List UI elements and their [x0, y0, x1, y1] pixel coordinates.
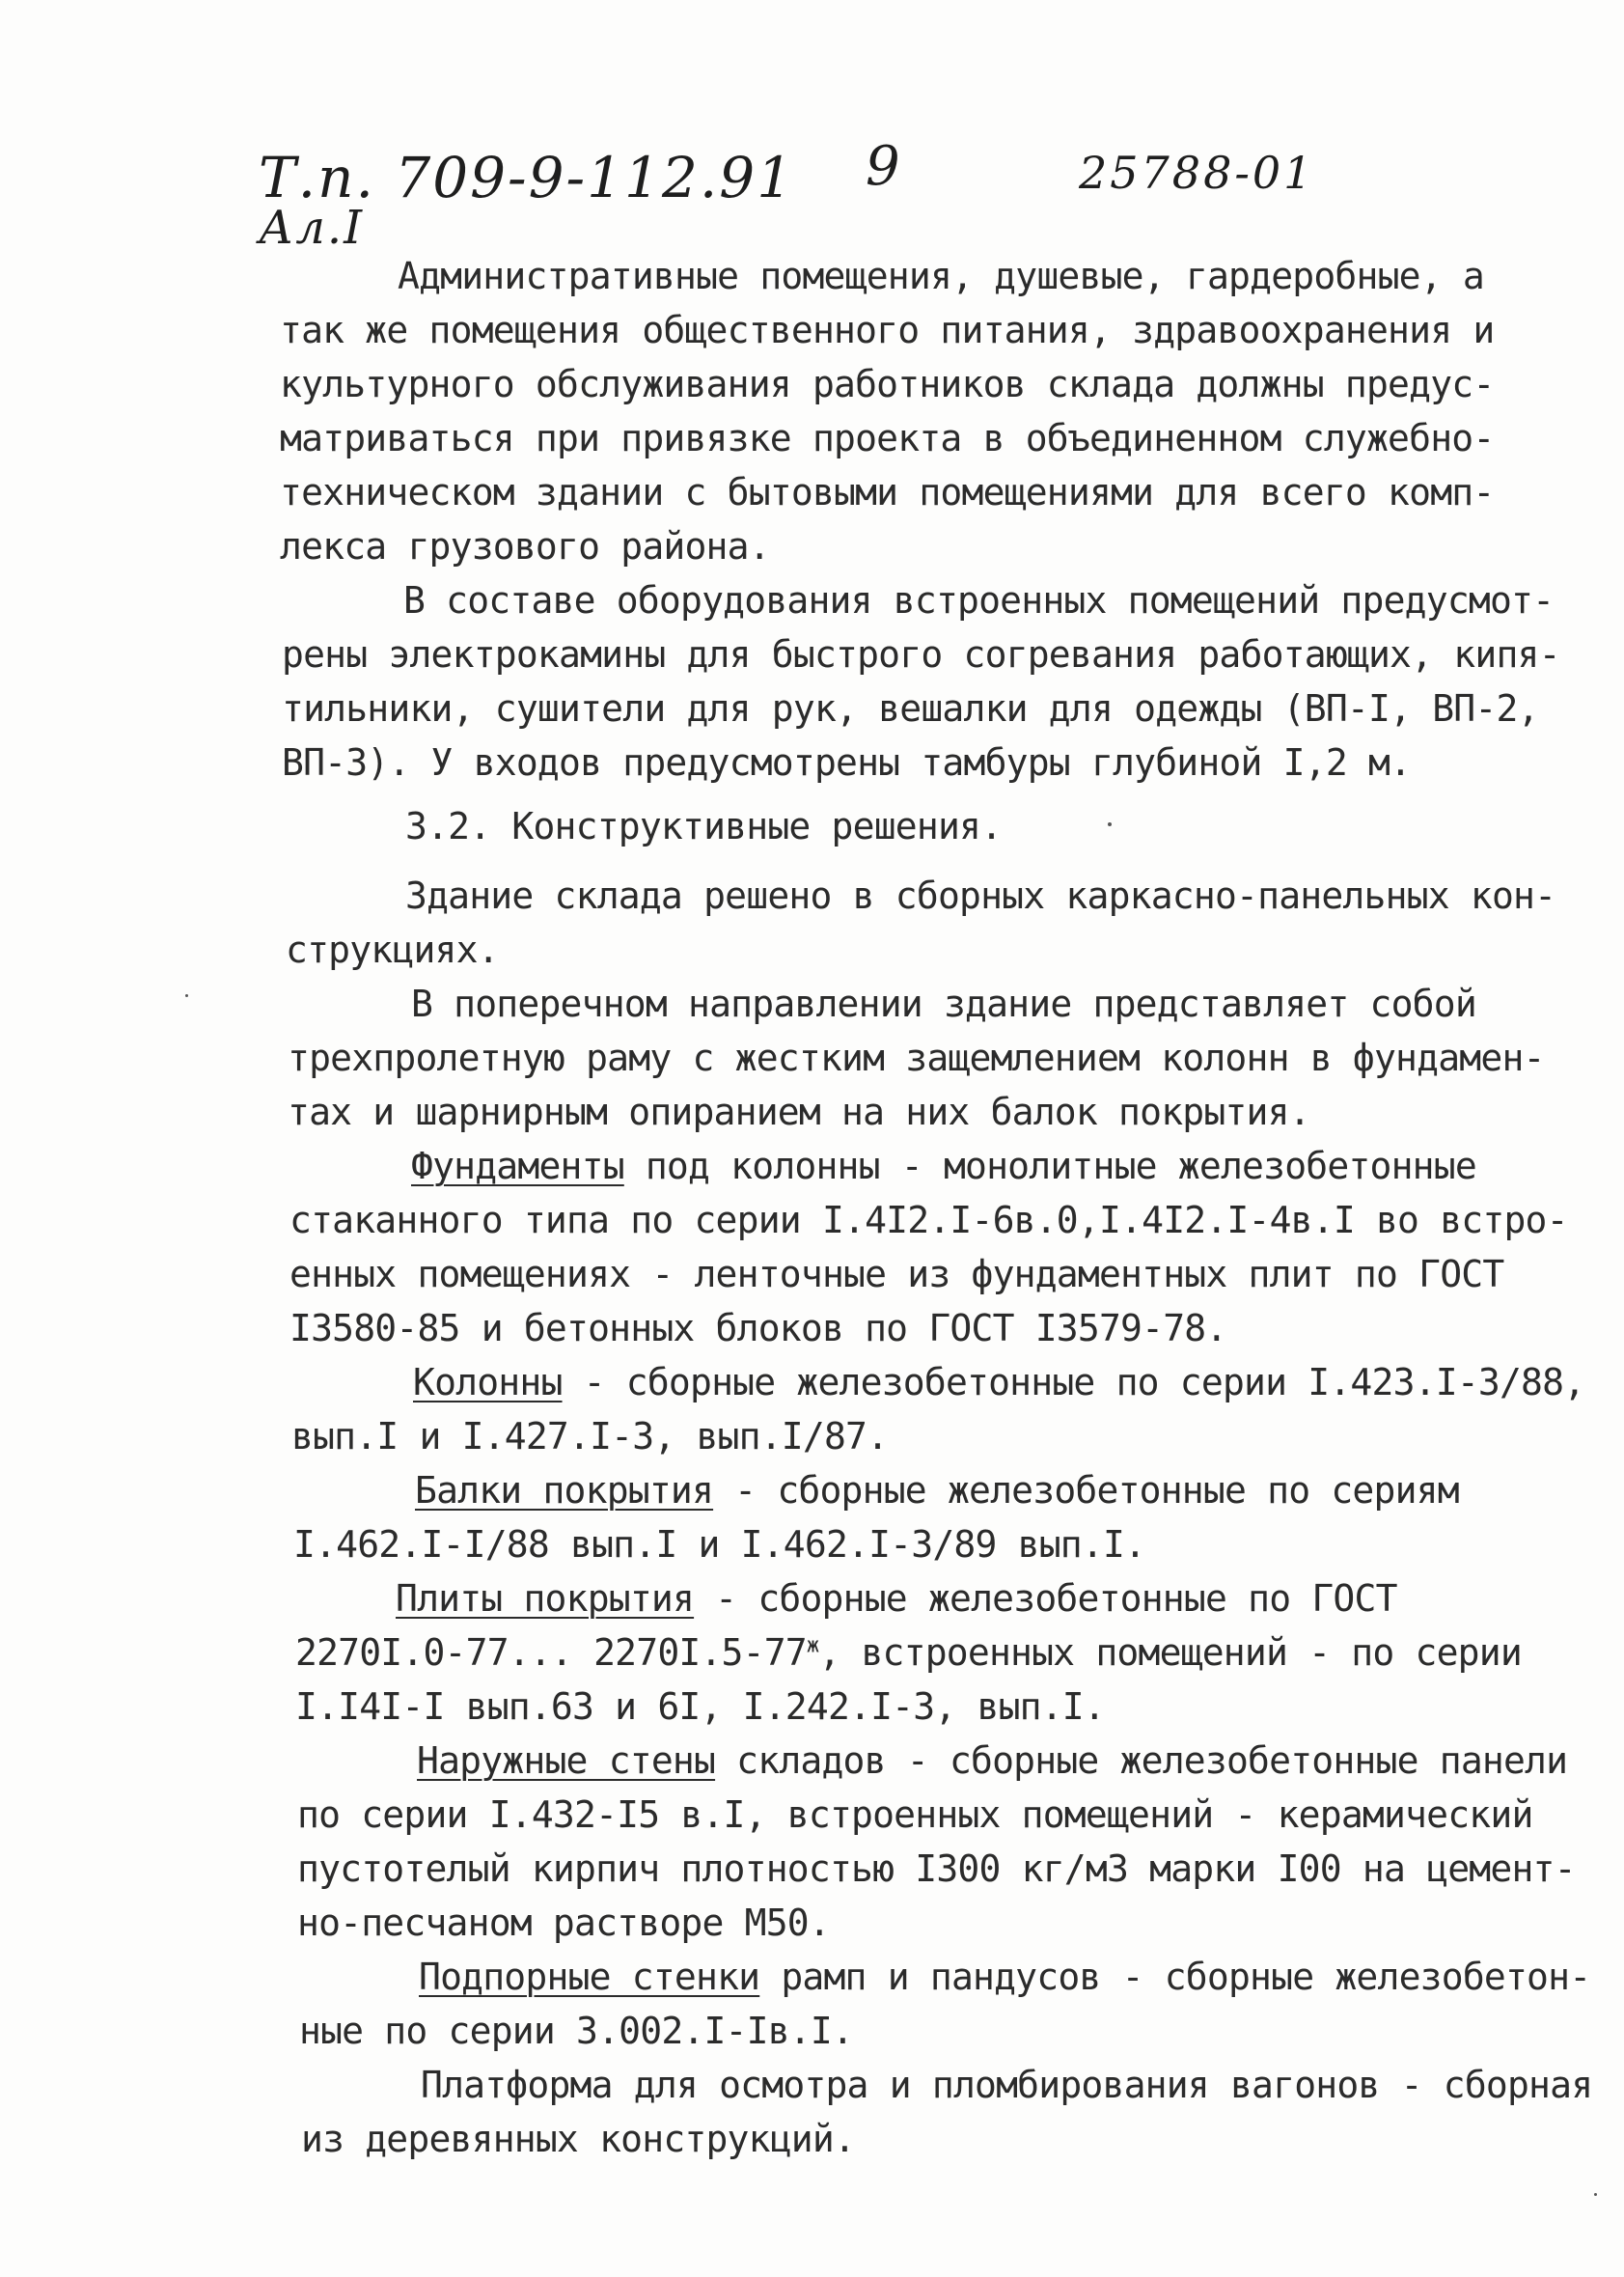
scan-speck: [1108, 822, 1112, 826]
scan-speck: [1594, 2193, 1597, 2196]
text-line: из деревянных конструкций.: [301, 2118, 856, 2160]
text-line: вып.I и I.427.I-3, вып.I/87.: [291, 1415, 889, 1458]
text-span: складов - сборные железобетонные панели: [715, 1739, 1568, 1782]
text-line: матриваться при привязке проекта в объединенном служебно-: [280, 417, 1495, 459]
text-span: - сборные железобетонные по серии I.423.I-3/88,: [562, 1361, 1585, 1403]
text-line: В составе оборудования встроенных помещений предусмот-: [403, 579, 1555, 622]
text-span: - сборные железобетонные по ГОСТ: [694, 1577, 1397, 1620]
text-line: культурного обслуживания работников склада должны предус-: [280, 363, 1495, 405]
text-line: ные по серии 3.002.I-Iв.I.: [299, 2010, 854, 2052]
text-line: тильники, сушители для рук, вешалки для одежды (ВП-I, ВП-2,: [282, 687, 1539, 730]
term-exterior-walls: Наружные стены: [417, 1739, 716, 1782]
text-line: I3580-85 и бетонных блоков по ГОСТ I3579-78.: [289, 1307, 1227, 1349]
text-line: рены электрокамины для быстрого согревания работающих, кипя-: [282, 633, 1560, 676]
project-code: Т.п. 709-9-112.91: [259, 145, 795, 210]
text-line: ВП-3). У входов предусмотрены тамбуры глубиной I,2 м.: [282, 741, 1412, 784]
text-line: I.462.I-I/88 вып.I и I.462.I-3/89 вып.I.: [293, 1523, 1146, 1566]
term-roof-slabs: Плиты покрытия: [396, 1577, 695, 1620]
text-span: , встроенных помещений - по серии: [818, 1631, 1522, 1674]
text-line: [417, 1737, 1567, 1784]
superscript-mark: ж: [806, 1633, 819, 1658]
term-retaining-walls: Подпорные стенки: [419, 1956, 760, 1998]
text-line: [415, 1467, 1459, 1513]
term-columns: Колонны: [413, 1361, 563, 1403]
document-number: 25788-01: [1079, 147, 1315, 199]
text-line: но-песчаном растворе М50.: [297, 1902, 830, 1944]
term-roof-beams: Балки покрытия: [415, 1469, 714, 1512]
text-line: трехпролетную раму с жестким защемлением колонн в фундамен-: [288, 1037, 1545, 1079]
text-line: Административные помещения, душевые, гардеробные, а: [398, 255, 1484, 297]
text-line: по серии I.432-I5 в.I, встроенных помещений - керамический: [297, 1793, 1533, 1836]
text-line: лекса грузового района.: [280, 525, 770, 568]
album-label: Ал.I: [259, 201, 365, 255]
text-span: под колонны - монолитные железобетонные: [623, 1145, 1476, 1187]
text-line: енных помещениях - ленточные из фундаментных плит по ГОСТ: [289, 1253, 1504, 1295]
text-line: В поперечном направлении здание представляет собой: [411, 983, 1476, 1025]
text-span: - сборные железобетонные по сериям: [713, 1469, 1459, 1512]
text-line: [396, 1575, 1397, 1622]
text-span: рамп и пандусов - сборные железобетон-: [759, 1956, 1591, 1998]
section-heading: 3.2. Конструктивные решения.: [405, 805, 1003, 847]
text-line: так же помещения общественного питания, здравоохранения и: [280, 309, 1495, 351]
text-line: Здание склада решено в сборных каркасно-панельных кон-: [405, 875, 1556, 917]
text-line: Платформа для осмотра и пломбирования вагонов - сборная: [421, 2064, 1593, 2106]
term-foundations: Фундаменты: [411, 1145, 624, 1187]
text-line: пустотелый кирпич плотностью I300 кг/м3 марки I00 на цемент-: [297, 1847, 1576, 1890]
page-number: 9: [866, 135, 900, 198]
text-line: тах и шарнирным опиранием на них балок покрытия.: [288, 1091, 1310, 1133]
text-span: 2270I.0-77... 2270I.5-77: [295, 1631, 807, 1674]
text-line: [413, 1359, 1584, 1405]
text-line: техническом здании с бытовыми помещениями для всего комп-: [280, 471, 1495, 514]
scan-speck: [185, 994, 188, 997]
text-line: [295, 1629, 1522, 1676]
text-line: [411, 1143, 1476, 1189]
text-line: струкциях.: [286, 929, 499, 971]
text-line: стаканного типа по серии I.4I2.I-6в.0,I.4I2.I-4в.I во встро-: [289, 1199, 1568, 1241]
text-line: I.I4I-I вып.63 и 6I, I.242.I-3, вып.I.: [295, 1685, 1105, 1728]
text-line: [419, 1954, 1590, 2000]
